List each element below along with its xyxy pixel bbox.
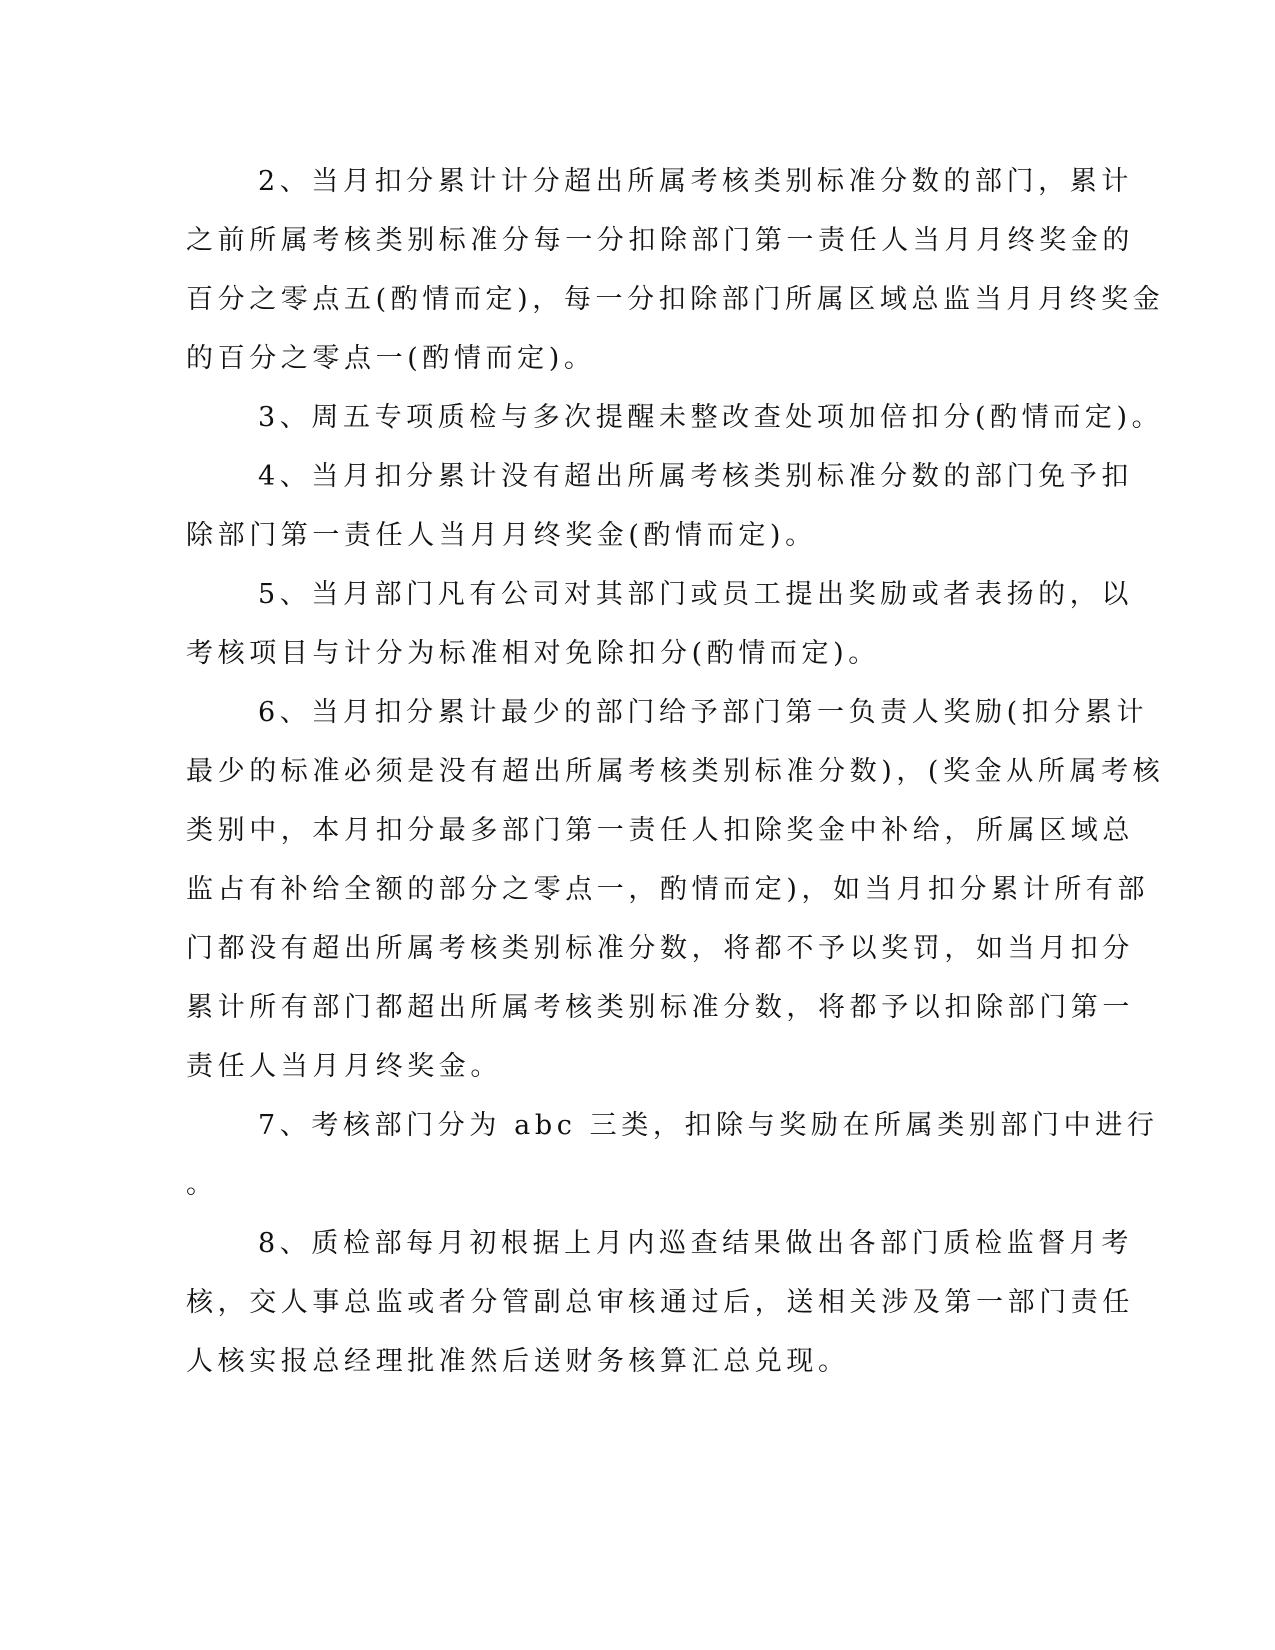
paragraph-4-line-2: 除部门第一责任人当月月终奖金(酌情而定)。 <box>186 520 817 551</box>
paragraph-6-line-7: 责任人当月月终奖金。 <box>186 1051 502 1082</box>
paragraph-8-line-1: 8、质检部每月初根据上月内巡查结果做出各部门质检监督月考 <box>258 1228 1133 1259</box>
paragraph-6-line-3: 类别中，本月扣分最多部门第一责任人扣除奖金中补给，所属区域总 <box>186 815 1134 846</box>
paragraph-7-line-2: 。 <box>186 1169 218 1200</box>
paragraph-6-line-6: 累计所有部门都超出所属考核类别标准分数，将都予以扣除部门第一 <box>186 992 1134 1023</box>
paragraph-8-line-2: 核，交人事总监或者分管副总审核通过后，送相关涉及第一部门责任 <box>186 1287 1134 1318</box>
paragraph-8-line-3: 人核实报总经理批准然后送财务核算汇总兑现。 <box>186 1346 850 1377</box>
paragraph-6-line-1: 6、当月扣分累计最少的部门给予部门第一负责人奖励(扣分累计 <box>258 697 1149 728</box>
paragraph-6-line-2: 最少的标准必须是没有超出所属考核类别标准分数)，(奖金从所属考核 <box>186 756 1165 787</box>
paragraph-7-line-1: 7、考核部门分为 abc 三类，扣除与奖励在所属类别部门中进行 <box>258 1110 1159 1141</box>
paragraph-2-line-3: 百分之零点五(酌情而定)，每一分扣除部门所属区域总监当月月终奖金 <box>186 284 1165 315</box>
paragraph-2-line-2: 之前所属考核类别标准分每一分扣除部门第一责任人当月月终奖金的 <box>186 225 1134 256</box>
paragraph-2-line-4: 的百分之零点一(酌情而定)。 <box>186 343 596 374</box>
paragraph-5-line-2: 考核项目与计分为标准相对免除扣分(酌情而定)。 <box>186 638 880 669</box>
paragraph-6-line-5: 门都没有超出所属考核类别标准分数，将都不予以奖罚，如当月扣分 <box>186 933 1134 964</box>
paragraph-5-line-1: 5、当月部门凡有公司对其部门或员工提出奖励或者表扬的，以 <box>258 579 1133 610</box>
paragraph-3-line-1: 3、周五专项质检与多次提醒未整改查处项加倍扣分(酌情而定)。 <box>258 402 1164 433</box>
paragraph-2-line-1: 2、当月扣分累计计分超出所属考核类别标准分数的部门，累计 <box>258 166 1133 197</box>
paragraph-4-line-1: 4、当月扣分累计没有超出所属考核类别标准分数的部门免予扣 <box>258 461 1133 492</box>
paragraph-6-line-4: 监占有补给全额的部分之零点一，酌情而定)，如当月扣分累计所有部 <box>186 874 1150 905</box>
